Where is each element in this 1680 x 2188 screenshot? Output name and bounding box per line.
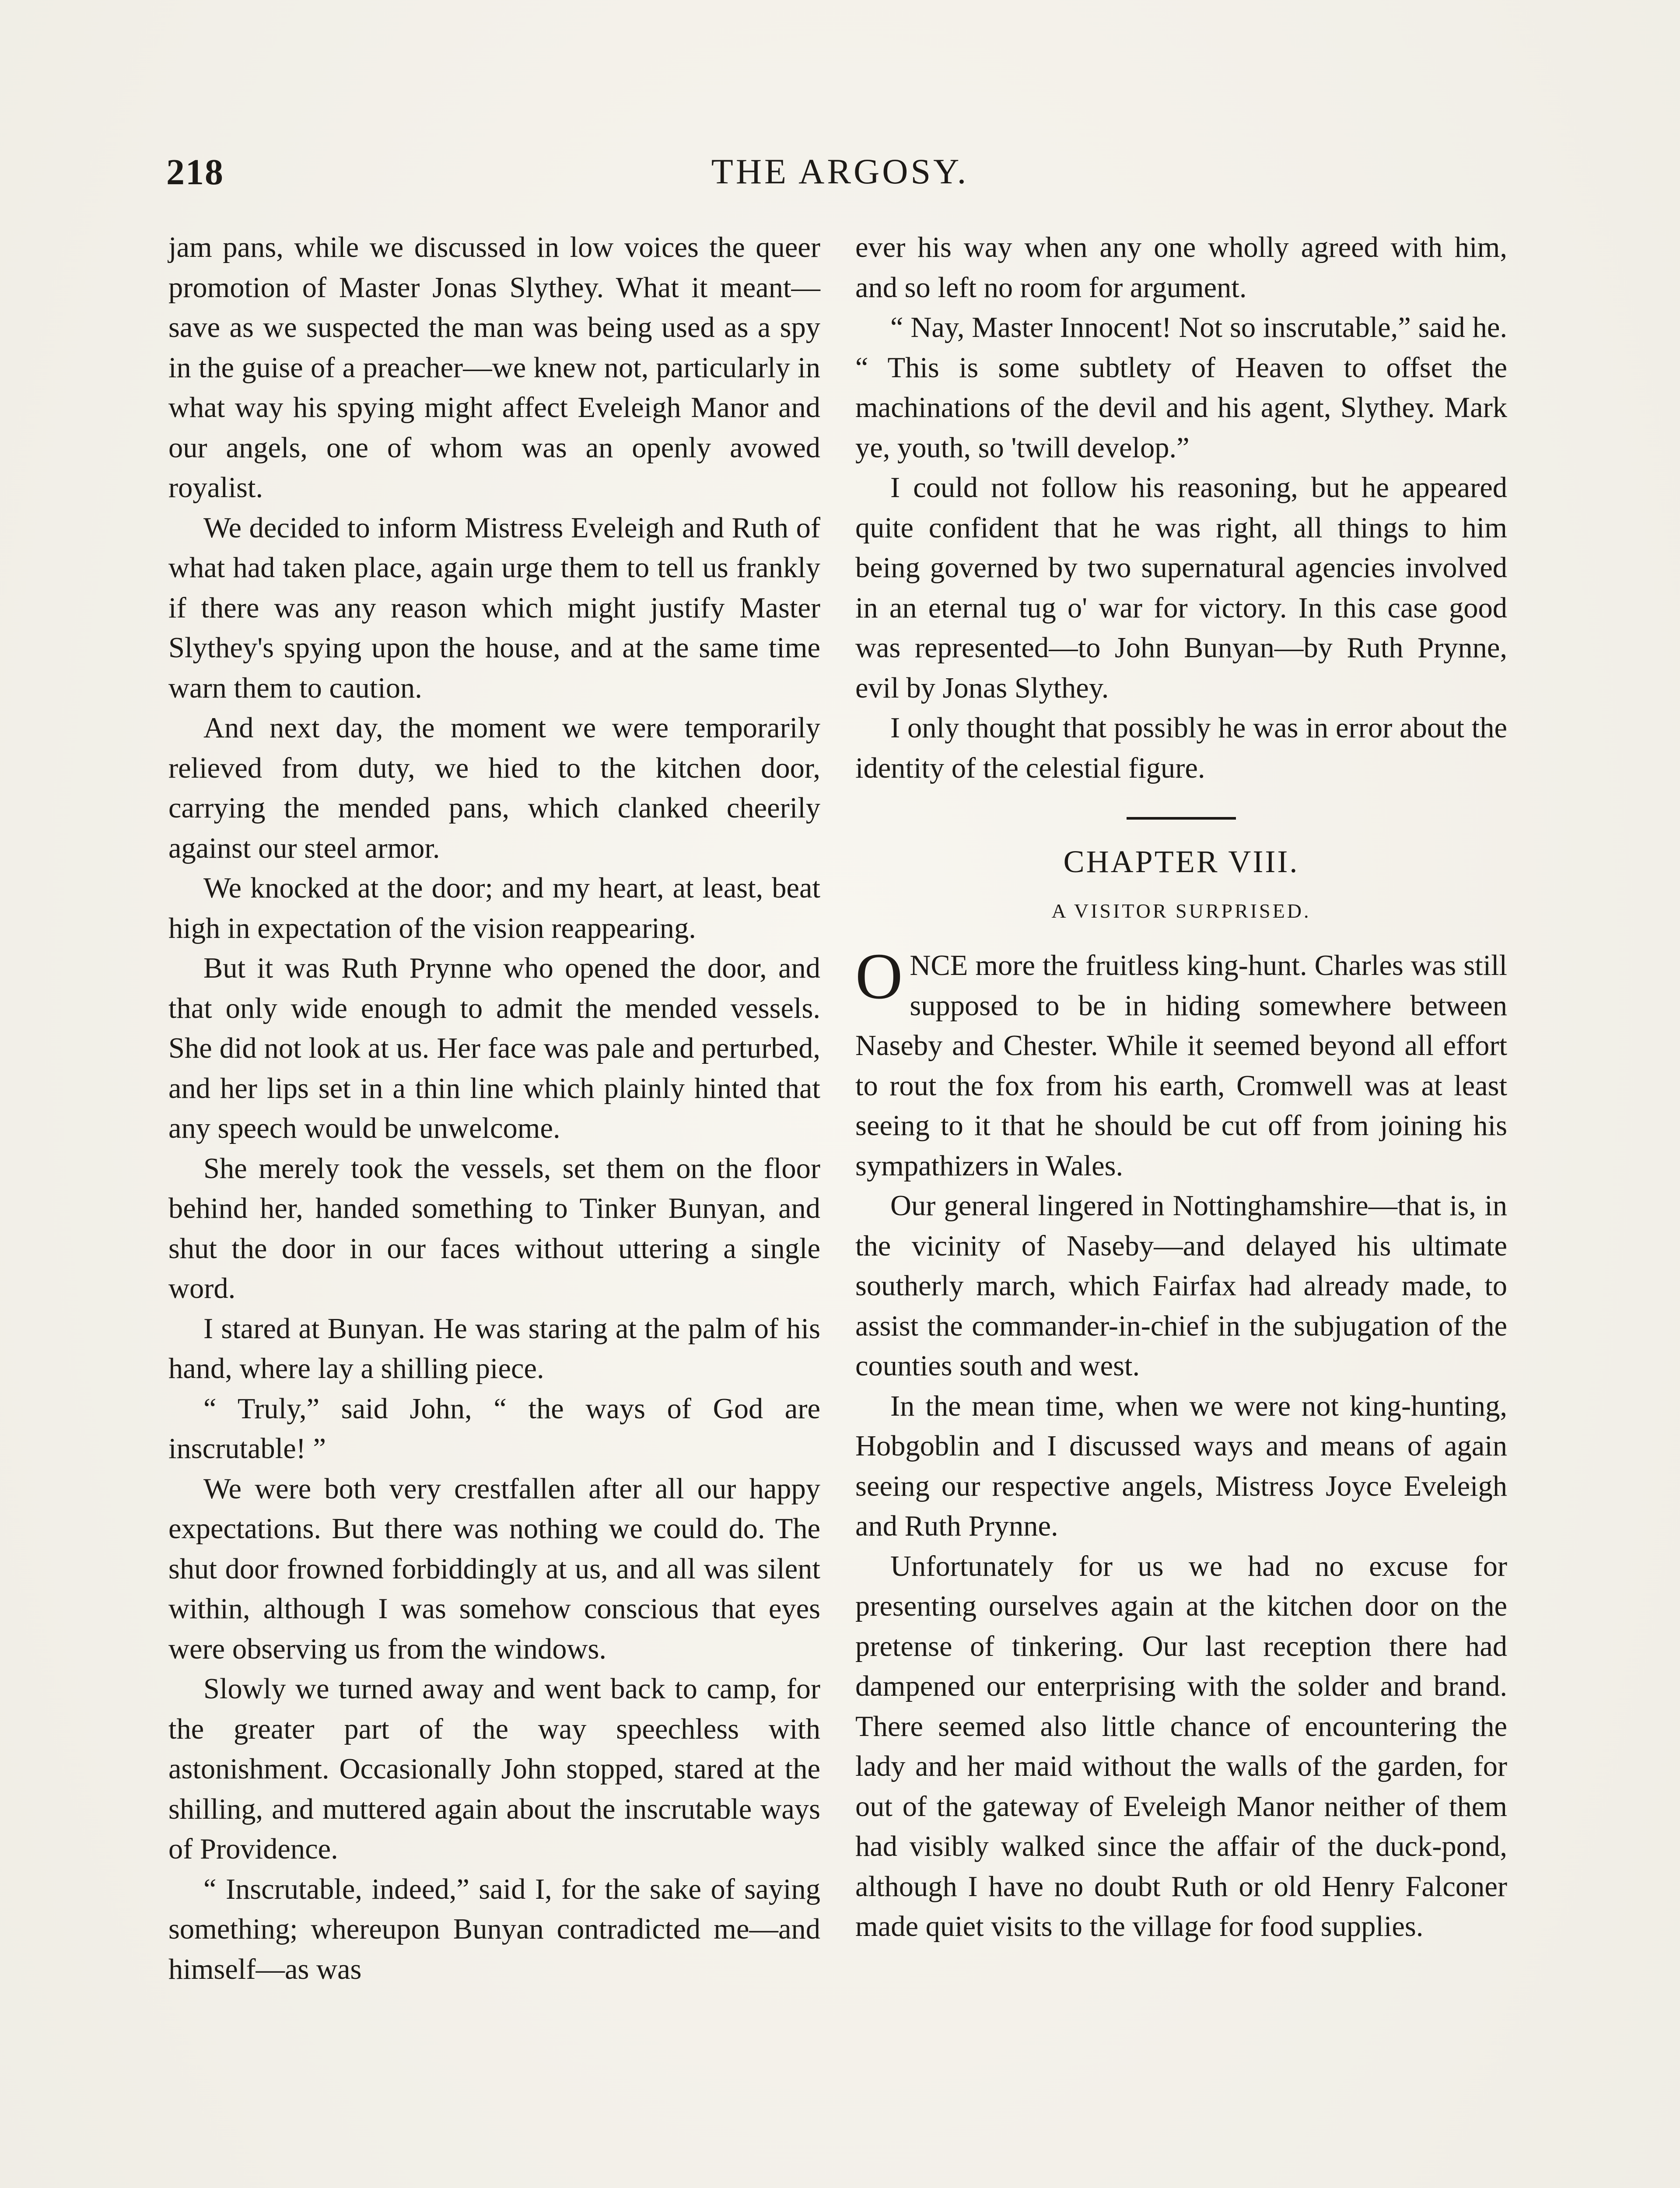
paragraph: We decided to inform Mistress Eveleigh and Ruth of what had taken place, again urge them to tell us frankly if there was any reason which might justify Master Slythey's spying upon the house, and at the same time warn them to caution. (168, 512, 820, 704)
paragraph: “ Inscrutable, indeed,” said I, for the sake of saying something; whereupon Bunyan contradicted me—and himself—as was (168, 1873, 820, 1985)
paragraph: I only thought that possibly he was in error about the identity of the celestial figure. (855, 712, 1507, 784)
page-number: 218 (166, 152, 224, 193)
paragraph: In the mean time, when we were not king-hunting, Hobgoblin and I discussed ways and means of again seeing our respective angels, Mistress Joyce Eveleigh and Ruth Prynne. (855, 1390, 1507, 1542)
paragraph: ever his way when any one wholly agreed with him, and so left no room for argument. (855, 231, 1507, 304)
paragraph: “ Truly,” said John, “ the ways of God are inscrutable! ” (168, 1392, 820, 1465)
right-column (855, 228, 1507, 1947)
running-title: THE ARGOSY. (711, 151, 969, 191)
paragraph: We knocked at the door; and my heart, at least, beat high in expectation of the vision reappearing. (168, 872, 820, 944)
paragraph: And next day, the moment we were temporarily relieved from duty, we hied to the kitchen door, carrying the mended pans, which clanked cheerily against our steel armor. (168, 712, 820, 864)
paragraph: Our general lingered in Nottinghamshire—that is, in the vicinity of Naseby—and delayed his ultimate southerly march, which Fairfax had already made, to assist the commander-in-chief in the subjugation of the counties south and west. (855, 1190, 1507, 1382)
left-column (168, 228, 820, 1989)
section-divider (1127, 817, 1236, 820)
paragraph: Unfortunately for us we had no excuse for presenting ourselves again at the kitchen door on the pretense of tinkering. Our last reception there had dampened our enterprising with the solder and brand. There seemed also little chance of encountering the lady and her maid without the walls of the garden, for out of the gateway of Eveleigh Manor neither of them had visibly walked since the affair of the duck-pond, although I have no doubt Ruth or old Henry Falconer made quiet visits to the village for food supplies. (855, 1550, 1507, 1943)
paragraph: “ Nay, Master Innocent! Not so inscrutable,” said he. “ This is some subtlety of Heaven to offset the machinations of the devil and his agent, Slythey. Mark ye, youth, so 'twill develop.” (855, 312, 1507, 464)
chapter-subtitle: A VISITOR SURPRISED. (1051, 900, 1311, 922)
paragraph: But it was Ruth Prynne who opened the door, and that only wide enough to admit the mended vessels. She did not look at us. Her face was pale and perturbed, and her lips set in a thin line which plainly hinted that any speech would be unwelcome. (168, 952, 820, 1144)
running-head (166, 151, 1514, 199)
paragraph: I stared at Bunyan. He was staring at the palm of his hand, where lay a shilling piece. (168, 1312, 820, 1385)
paragraph: jam pans, while we discussed in low voices the queer promotion of Master Jonas Slythey. What it meant—save as we suspected the man was being used as a spy in the guise of a preacher—we knew not, particularly in what way his spying might affect Eveleigh Manor and our angels, one of whom was an openly avowed royalist. (168, 231, 820, 504)
paragraph: Slowly we turned away and went back to camp, for the greater part of the way speechless with astonishment. Occasionally John stopped, stared at the shilling, and muttered again about the inscrutable ways of Providence. (168, 1673, 820, 1865)
paragraph: She merely took the vessels, set them on the floor behind her, handed something to Tinker Bunyan, and shut the door in our faces without uttering a single word. (168, 1152, 820, 1304)
chapter-title: CHAPTER VIII. (1063, 844, 1299, 879)
paragraph: We were both very crestfallen after all our happy expectations. But there was nothing we could do. The shut door frowned forbiddingly at us, and all was silent within, although I was somehow conscious that eyes were observing us from the windows. (168, 1473, 820, 1665)
paragraph: I could not follow his reasoning, but he appeared quite confident that he was right, all things to him being governed by two supernatural agencies involved in an eternal tug o' war for victory. In this case good was represented—to John Bunyan—by Ruth Prynne, evil by Jonas Slythey. (855, 472, 1507, 704)
chapter-opening-paragraph (855, 940, 1507, 1186)
drop-cap: O (855, 940, 903, 1013)
opening-text: NCE more the fruitless king-hunt. Charles was still supposed to be in hiding somewhere between Naseby and Chester. While it seemed beyond all effort to rout the fox from his earth, Cromwell was at least seeing to it that he should be cut off from joining his sympathizers in Wales. (855, 950, 1507, 1182)
